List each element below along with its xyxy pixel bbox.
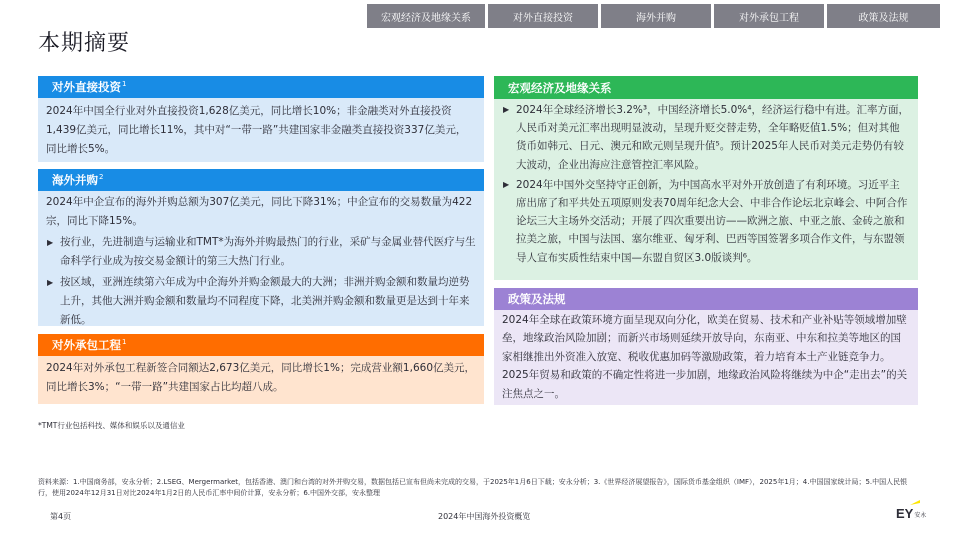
ma-bullet (46, 233, 476, 271)
ma-title: 海外并购 (52, 173, 98, 187)
nav-tab-ma[interactable]: 海外并购 (601, 4, 711, 28)
macro-bullet-text: 2024年中国外交坚持守正创新，为中国高水平对外开放创造了有利环境。习近平主席出席了和平共处五项原则发表70周年纪念大会、中非合作论坛北京峰会、中阿合作论坛三大主场外交活动；开展了四次重要出访——欧洲之旅、中亚之旅、金砖之旅和拉美之旅，中国与法国、塞尔维亚、匈牙利、巴西等国签署多项合作文件，与东盟领导人宣布实质性结束中国—东盟自贸区3.0版谈判⁶。 (516, 178, 908, 264)
ma-bullet-text: 按行业，先进制造与运输业和TMT*为海外并购最热门的行业，采矿与金属业替代医疗与生命科学行业成为按交易金额计的第三大热门行业。 (60, 236, 476, 267)
nav-tab-fdi[interactable]: 对外直接投资 (488, 4, 598, 28)
ey-logo (896, 506, 926, 521)
fdi-body (38, 98, 484, 162)
macro-body (494, 99, 918, 280)
ma-body (38, 191, 484, 326)
contract-header (38, 334, 484, 356)
contract-body (38, 356, 484, 404)
ma-text: 2024年中企宣布的海外并购总额为307亿美元，同比下降31%；中企宣布的交易数量为422宗，同比下降15%。 (46, 196, 473, 227)
nav-tab-policy[interactable]: 政策及法规 (827, 4, 940, 28)
sources-note: 资料来源：1.中国商务部，安永分析；2.LSEG、Mergermarket，包括香港、澳门和台湾的对外并购交易，数据包括已宣布但尚未完成的交易，于2025年1月6日下载；安永分析；3.《世界经济展望报告》，国际货币基金组织（IMF），2025年1月；4.中国国家统计局；5.中国人民银行，使用2024年12月31日对比2024年1月2日的人民币汇率中间价计算，安永分析；6.中国外交部，安永整理 (38, 478, 908, 497)
ma-header (38, 169, 484, 191)
fdi-text: 2024年中国全行业对外直接投资1,628亿美元，同比增长10%；非金融类对外直接投资1,439亿美元，同比增长11%，其中对“一带一路”共建国家非金融类直接投资337亿美元，同比增长5%。 (46, 105, 467, 155)
macro-bullet (502, 101, 910, 174)
contract-title: 对外承包工程 (52, 338, 121, 352)
macro-bullet-text: 2024年全球经济增长3.2%³，中国经济增长5.0%⁴，经济运行稳中有进。汇率方面，人民币对美元汇率出现明显波动，呈现升贬交替走势，全年略贬值1.5%；但对其他货币如韩元、日元、澳元和欧元则呈现升值⁵。预计2025年人民币对美元走势仍有较大波动，企业出海应注意管控汇率风险。 (516, 104, 909, 171)
page-number: 第4页 (50, 512, 72, 521)
bullet-triangle-icon: ▶ (503, 105, 510, 114)
fdi-sup: 1 (122, 80, 127, 88)
macro-section (494, 76, 918, 280)
fdi-section (38, 76, 484, 162)
ey-logo-cn: 安永 (914, 512, 927, 519)
ma-section (38, 169, 484, 326)
ma-bullet (46, 273, 476, 330)
contract-section (38, 334, 484, 404)
nav-tab-contract[interactable]: 对外承包工程 (714, 4, 824, 28)
macro-header (494, 76, 918, 99)
macro-bullet (502, 176, 910, 267)
macro-title: 宏观经济及地缘关系 (508, 80, 612, 95)
ma-bullet-text: 按区域，亚洲连续第六年成为中企海外并购金额最大的大洲；非洲并购金额和数量均逆势上升，其他大洲并购金额和数量均不同程度下降，北美洲并购金额和数量更是达到十年来新低。 (60, 276, 470, 326)
fdi-header (38, 76, 484, 98)
bullet-triangle-icon: ▶ (47, 278, 54, 287)
page-title: 本期摘要 (38, 31, 131, 56)
contract-text: 2024年对外承包工程新签合同额达2,673亿美元，同比增长1%；完成营业额1,660亿美元，同比增长3%；“一带一路”共建国家占比均超八成。 (46, 362, 475, 393)
bullet-triangle-icon: ▶ (47, 238, 54, 247)
contract-sup: 1 (122, 338, 127, 346)
fdi-title: 对外直接投资 (52, 80, 121, 94)
bullet-triangle-icon: ▶ (503, 179, 510, 189)
top-nav (367, 4, 940, 28)
ey-logo-beam-icon (910, 500, 920, 506)
ey-logo-text: EY (896, 506, 914, 521)
policy-section (494, 288, 918, 405)
policy-title: 政策及法规 (508, 292, 566, 306)
footer-title: 2024年中国海外投资概览 (438, 512, 531, 521)
ma-sup: 2 (99, 173, 104, 181)
policy-text: 2024年全球在政策环境方面呈现双向分化，欧美在贸易、技术和产业补贴等领域增加壁垒，地缘政治风险加剧；而新兴市场则延续开放导向，东南亚、中东和拉美等地区的国家相继推出外资准入放宽、税收优惠加码等激励政策，着力培育本土产业链竞争力。2025年贸易和政策的不确定性将进一步加剧，地缘政治风险将继续为中企“走出去”的关注焦点之一。 (502, 314, 908, 400)
footnote: *TMT行业包括科技、媒体和娱乐以及通信业 (38, 421, 185, 430)
policy-body (494, 310, 918, 405)
nav-tab-macro[interactable]: 宏观经济及地缘关系 (367, 4, 485, 28)
policy-header (494, 288, 918, 310)
